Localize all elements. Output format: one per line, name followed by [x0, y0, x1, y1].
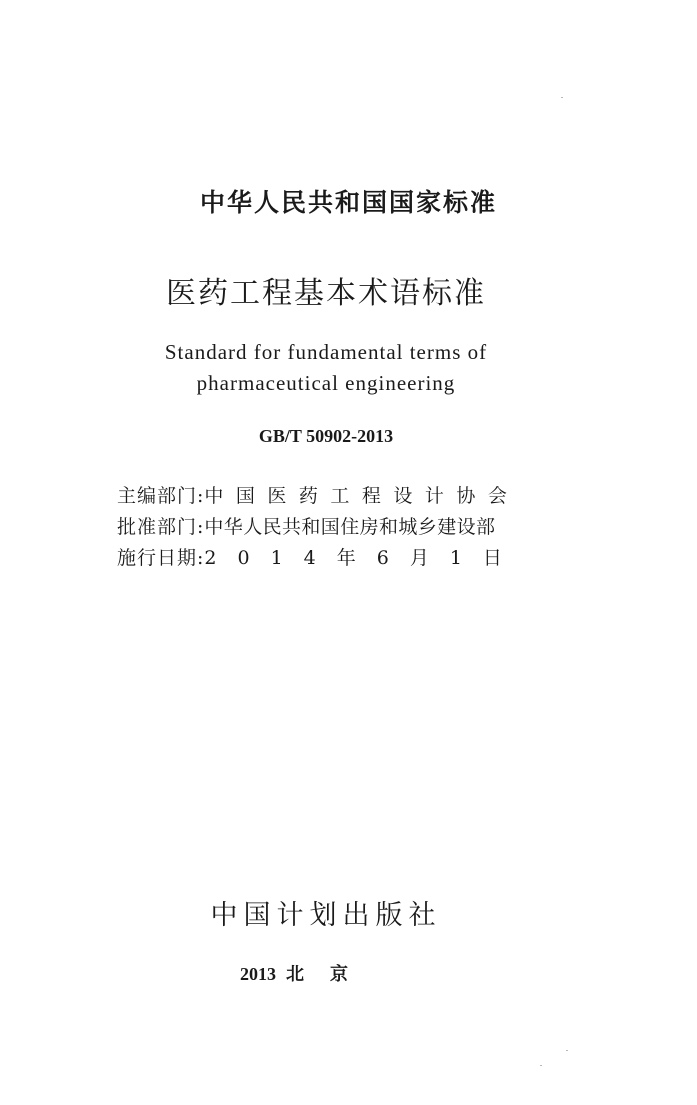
scan-speck	[540, 1065, 542, 1066]
effective-date-row	[117, 543, 523, 570]
approval-department-value: 中华人民共和国住房和城乡建设部	[204, 516, 496, 538]
scan-speck	[561, 97, 563, 98]
publication-place-line	[240, 960, 374, 986]
effective-date-value: 2014年6月1日	[204, 547, 523, 569]
editor-department-label: 主编部门:	[117, 485, 205, 507]
editor-department-value: 中国医药工程设计协会	[204, 485, 520, 507]
effective-date-label: 施行日期:	[117, 547, 205, 569]
approval-department-row	[117, 512, 495, 539]
document-title-chinese: 医药工程基本术语标准	[166, 276, 486, 311]
scan-speck	[566, 1050, 568, 1051]
approval-department-label: 批准部门:	[117, 516, 205, 538]
standard-code: GB/T 50902-2013	[258, 426, 394, 446]
document-title-english-line-1: Standard for fundamental terms of	[164, 340, 488, 364]
editor-department-row	[117, 481, 519, 508]
document-title-english-line-2: pharmaceutical engineering	[196, 371, 456, 395]
publication-year: 2013	[240, 964, 276, 984]
publication-city: 北京	[286, 964, 374, 985]
standard-series-heading: 中华人民共和国国家标准	[199, 188, 497, 217]
publisher-name: 中国计划出版社	[210, 900, 442, 931]
